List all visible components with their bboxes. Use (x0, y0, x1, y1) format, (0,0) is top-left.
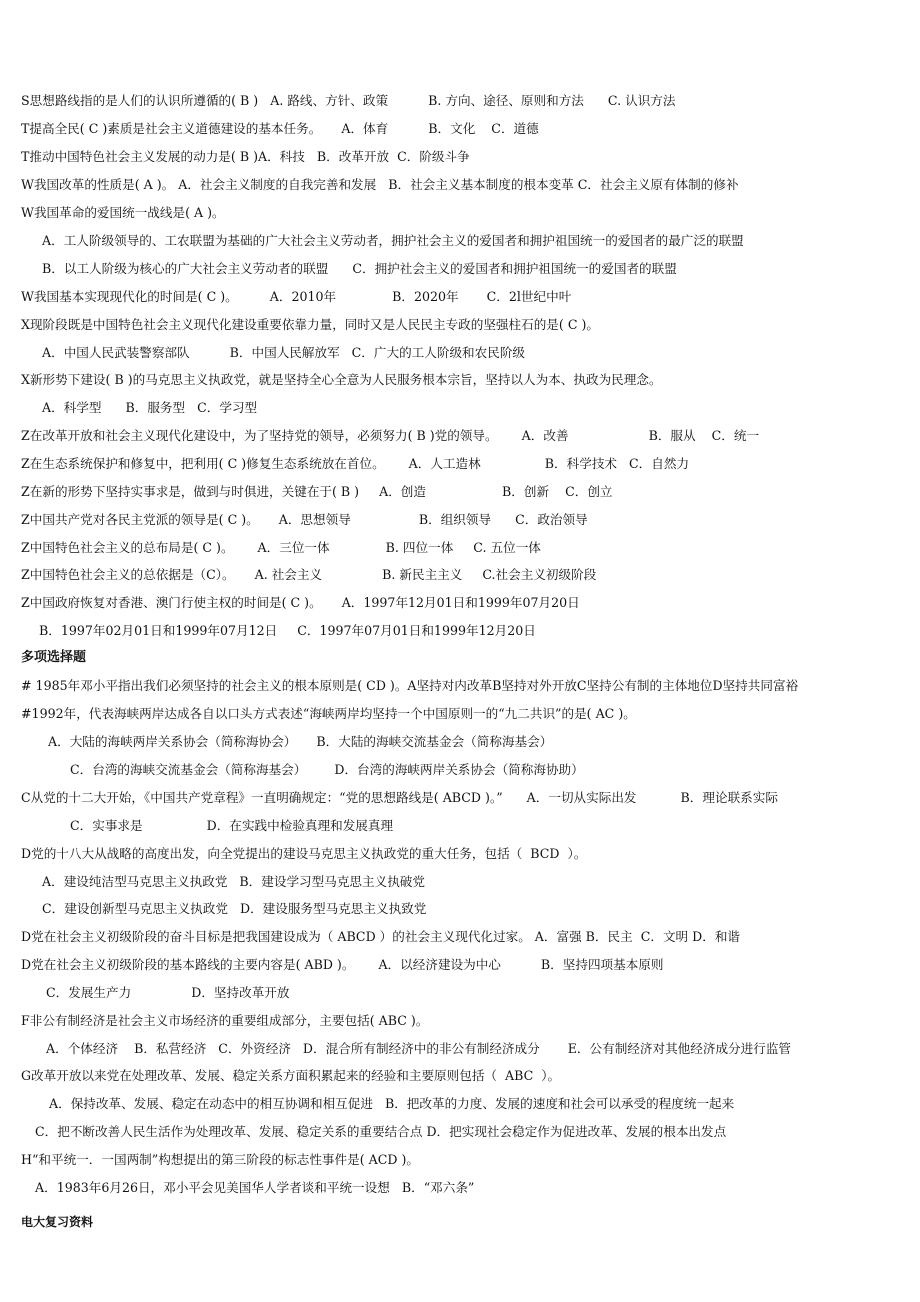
option-line: A．建设纯洁型马克思主义执政党 B．建设学习型马克思主义执破党 (42, 874, 425, 889)
option-line: A．个体经济 B．私营经济 C．外资经济 D．混合所有制经济中的非公有制经济成分 E．公有制经济对其他经济成分进行监管 (46, 1041, 792, 1056)
question-line: #1992年，代表海峡两岸达成各自以口头方式表述“海峡两岸均坚持一个中国原则一的“九二共识”的是( AC )。 (21, 706, 636, 721)
question-line: W我国基本实现现代化的时间是( C )。 A．2010年 B．2020年 C．2l世纪中叶 (21, 289, 572, 304)
question-line: T推动中国特色社会主义发展的动力是( B )A．科技 B．改革开放 C．阶级斗争 (21, 149, 470, 164)
option-line: A．中国人民武装警察部队 B．中国人民解放军 C．广大的工人阶级和农民阶级 (42, 345, 526, 360)
question-line: Z中国特色社会主义的总布局是( C )。 A．三位一体 B. 四位一体 C. 五位一体 (21, 540, 541, 555)
question-line: Z中国政府恢复对香港、澳门行使主权的时间是( C )。 A．1997年12月01日和1999年07月20日 (21, 595, 580, 610)
option-line: A．工人阶级领导的、工农联盟为基础的广大社会主义劳动者，拥护社会主义的爱国者和拥护祖国统一的爱国者的最广泛的联盟 (42, 233, 744, 248)
option-line: C．台湾的海峡交流基金会（简称海基会） D．台湾的海峡两岸关系协会（简称海协助） (70, 762, 584, 777)
option-line: C．发展生产力 D．坚持改革开放 (46, 985, 290, 1000)
question-line: T提高全民( C )素质是社会主义道德建设的基本任务。 A．体育 B．文化 C．道德 (21, 121, 539, 136)
option-line: B．以工人阶级为核心的广大社会主义劳动者的联盟 C．拥护社会主义的爱国者和拥护祖国统一的爱国者的联盟 (42, 261, 677, 276)
question-line: Z在改革开放和社会主义现代化建设中，为了坚持党的领导，必须努力( B )党的领导。 A．改善 B．服从 C．统一 (21, 428, 760, 443)
question-line: D党在社会主义初级阶段的基本路线的主要内容是( ABD )。 A．以经济建设为中心 B．坚持四项基本原则 (21, 957, 664, 972)
question-line: # 1985年邓小平指出我们必须坚持的社会主义的根本原则是( CD )。A坚持对内改革B坚持对外开放C坚持公有制的主体地位D坚持共同富裕 (21, 678, 799, 693)
option-line: C．建设创新型马克思主义执政党 D．建设服务型马克思主义执致党 (42, 901, 427, 916)
question-line: C从党的十二大开始，《中国共产党章程》一直明确规定：“党的思想路线是( ABCD )。” A．一切从实际出发 B．理论联系实际 (21, 790, 778, 805)
option-line: A．科学型 B．服务型 C．学习型 (42, 400, 258, 415)
question-line: D党的十八大从战略的高度出发，向全党提出的建设马克思主义执政党的重大任务，包括（ BCD ）。 (21, 846, 587, 861)
question-line: F非公有制经济是社会主义市场经济的重要组成部分，主要包括( ABC )。 (21, 1013, 429, 1028)
question-line: D党在社会主义初级阶段的奋斗目标是把我国建设成为（ ABCD ）的社会主义现代化过家。 A．富强 B．民主 C．文明 D．和谐 (21, 929, 741, 944)
question-line: Z在生态系统保护和修复中，把利用( C )修复生态系统放在首位。 A．人工造林 B．科学技术 C．自然力 (21, 456, 690, 471)
question-line: X新形势下建设( B )的马克思主义执政党，就是坚持全心全意为人民服务根本宗旨，坚持以人为本、执政为民理念。 (21, 372, 662, 387)
option-line: A．大陆的海峡两岸关系协会（简称海协会） B．大陆的海峡交流基金会（简称海基会） (48, 734, 553, 749)
option-line: C．把不断改善人民生活作为处理改革、发展、稳定关系的重要结合点 D．把实现社会稳定作为促进改革、发展的根本出发点 (35, 1124, 727, 1139)
question-line: G改革开放以来党在处理改革、发展、稳定关系方面积累起来的经验和主要原则包括（ ABC ）。 (21, 1068, 561, 1083)
option-line: C．实事求是 D．在实践中检验真理和发展真理 (70, 818, 394, 833)
question-line: Z中国共产党对各民主党派的领导是( C )。 A．思想领导 B．组织领导 C．政治领导 (21, 512, 588, 527)
option-line: A．保持改革、发展、稳定在动态中的相互协调和相互促进 B．把改革的力度、发展的速度和社会可以承受的程度统一起来 (49, 1096, 735, 1111)
section-heading: 多项选择题 (21, 650, 87, 665)
question-line: W我国改革的性质是( A )。 A．社会主义制度的自我完善和发展 B．社会主义基本制度的根本变革 C．社会主义原有体制的修补 (21, 177, 739, 192)
question-line: X现阶段既是中国特色社会主义现代化建设重要依靠力量，同时又是人民民主专政的坚强柱石的是( C )。 (21, 317, 599, 332)
question-line: S思想路线指的是人们的认识所遵循的( B ) A. 路线、方针、政策 B. 方向、途径、原则和方法 C. 认识方法 (21, 93, 676, 108)
option-line: A．1983年6月26日，邓小平会见美国华人学者谈和平统一设想 B．“邓六条” (35, 1180, 475, 1195)
question-line: Z在新的形势下坚持实事求是，做到与时俱进，关键在于( B ) A．创造 B．创新 C．创立 (21, 484, 613, 499)
question-line: H“和平统一．一国两制”构想提出的第三阶段的标志性事件是( ACD )。 (21, 1152, 419, 1167)
footer-label: 电大复习资料 (21, 1215, 94, 1229)
question-line: W我国革命的爱国统一战线是( A )。 (21, 205, 225, 220)
option-line: B．1997年02月01日和1999年07月12日 C．1997年07月01日和1999年12月20日 (39, 623, 536, 638)
question-line: Z中国特色社会主义的总依据是（C）。 A. 社会主义 B. 新民主主义 C.社会主义初级阶段 (21, 567, 597, 582)
